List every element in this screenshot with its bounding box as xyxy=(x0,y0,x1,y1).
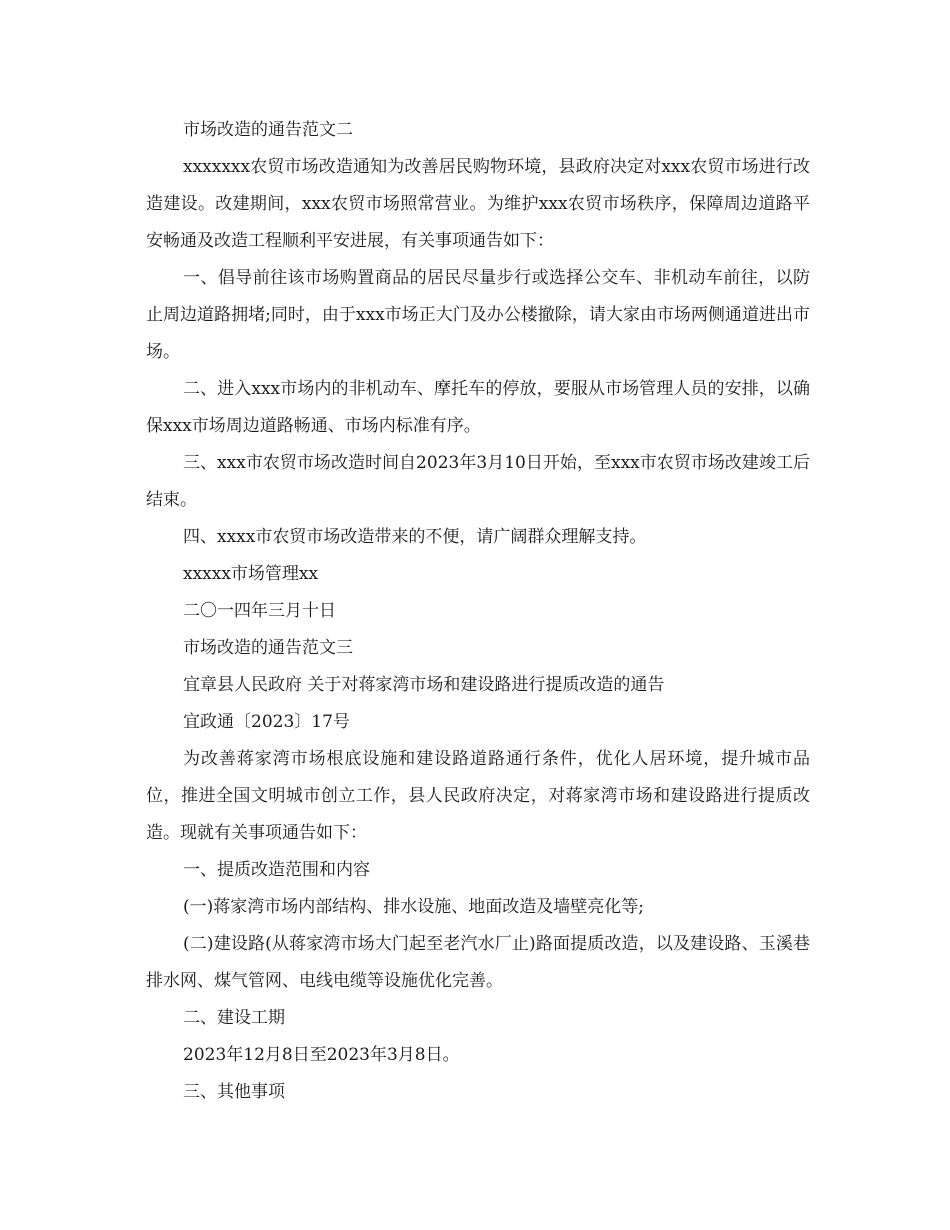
heading-other: 三、其他事项 xyxy=(183,1082,285,1102)
document-body xyxy=(146,112,810,1111)
notice-item-3: 三、xxx市农贸市场改造时间自2023年3月10日开始，至xxx市农贸市场改建竣工后结束。 xyxy=(146,453,810,510)
document-number: 宜政通〔2023〕17号 xyxy=(183,712,350,732)
section-title-2: 市场改造的通告范文二 xyxy=(183,120,353,140)
notice-body-paragraph: 为改善蒋家湾市场根底设施和建设路道路通行条件，优化人居环境，提升城市品位，推进全国文明城市创立工作，县人民政府决定，对蒋家湾市场和建设路进行提质改造。现就有关事项通告如下： xyxy=(146,749,810,843)
heading-scope: 一、提质改造范围和内容 xyxy=(183,860,370,880)
notice-item-4: 四、xxxx市农贸市场改造带来的不便，请广阔群众理解支持。 xyxy=(183,527,647,547)
schedule-dates: 2023年12月8日至2023年3月8日。 xyxy=(183,1045,460,1065)
signature-line: xxxxx市场管理xx xyxy=(183,564,319,584)
notice-item-2: 二、进入xxx市场内的非机动车、摩托车的停放，要服从市场管理人员的安排，以确保xxx市场周边道路畅通、市场内标准有序。 xyxy=(146,379,810,436)
date-line: 二〇一四年三月十日 xyxy=(183,601,336,621)
notice-heading: 宜章县人民政府 关于对蒋家湾市场和建设路进行提质改造的通告 xyxy=(183,675,665,695)
heading-schedule: 二、建设工期 xyxy=(183,1008,285,1028)
notice-intro-paragraph: xxxxxxx农贸市场改造通知为改善居民购物环境，县政府决定对xxx农贸市场进行改造建设。改建期间，xxx农贸市场照常营业。为维护xxx农贸市场秩序，保障周边道路平安畅通及改造工程顺利平安进展，有关事项通告如下： xyxy=(146,157,810,251)
scope-item-1: (一)蒋家湾市场内部结构、排水设施、地面改造及墙壁亮化等; xyxy=(183,897,644,917)
notice-item-1: 一、倡导前往该市场购置商品的居民尽量步行或选择公交车、非机动车前往，以防止周边道路拥堵;同时，由于xxx市场正大门及办公楼撤除，请大家由市场两侧通道进出市场。 xyxy=(146,268,810,362)
section-title-3: 市场改造的通告范文三 xyxy=(183,638,353,658)
scope-item-2: (二)建设路(从蒋家湾市场大门起至老汽水厂止)路面提质改造，以及建设路、玉溪巷排水网、煤气管网、电线电缆等设施优化完善。 xyxy=(146,934,810,991)
